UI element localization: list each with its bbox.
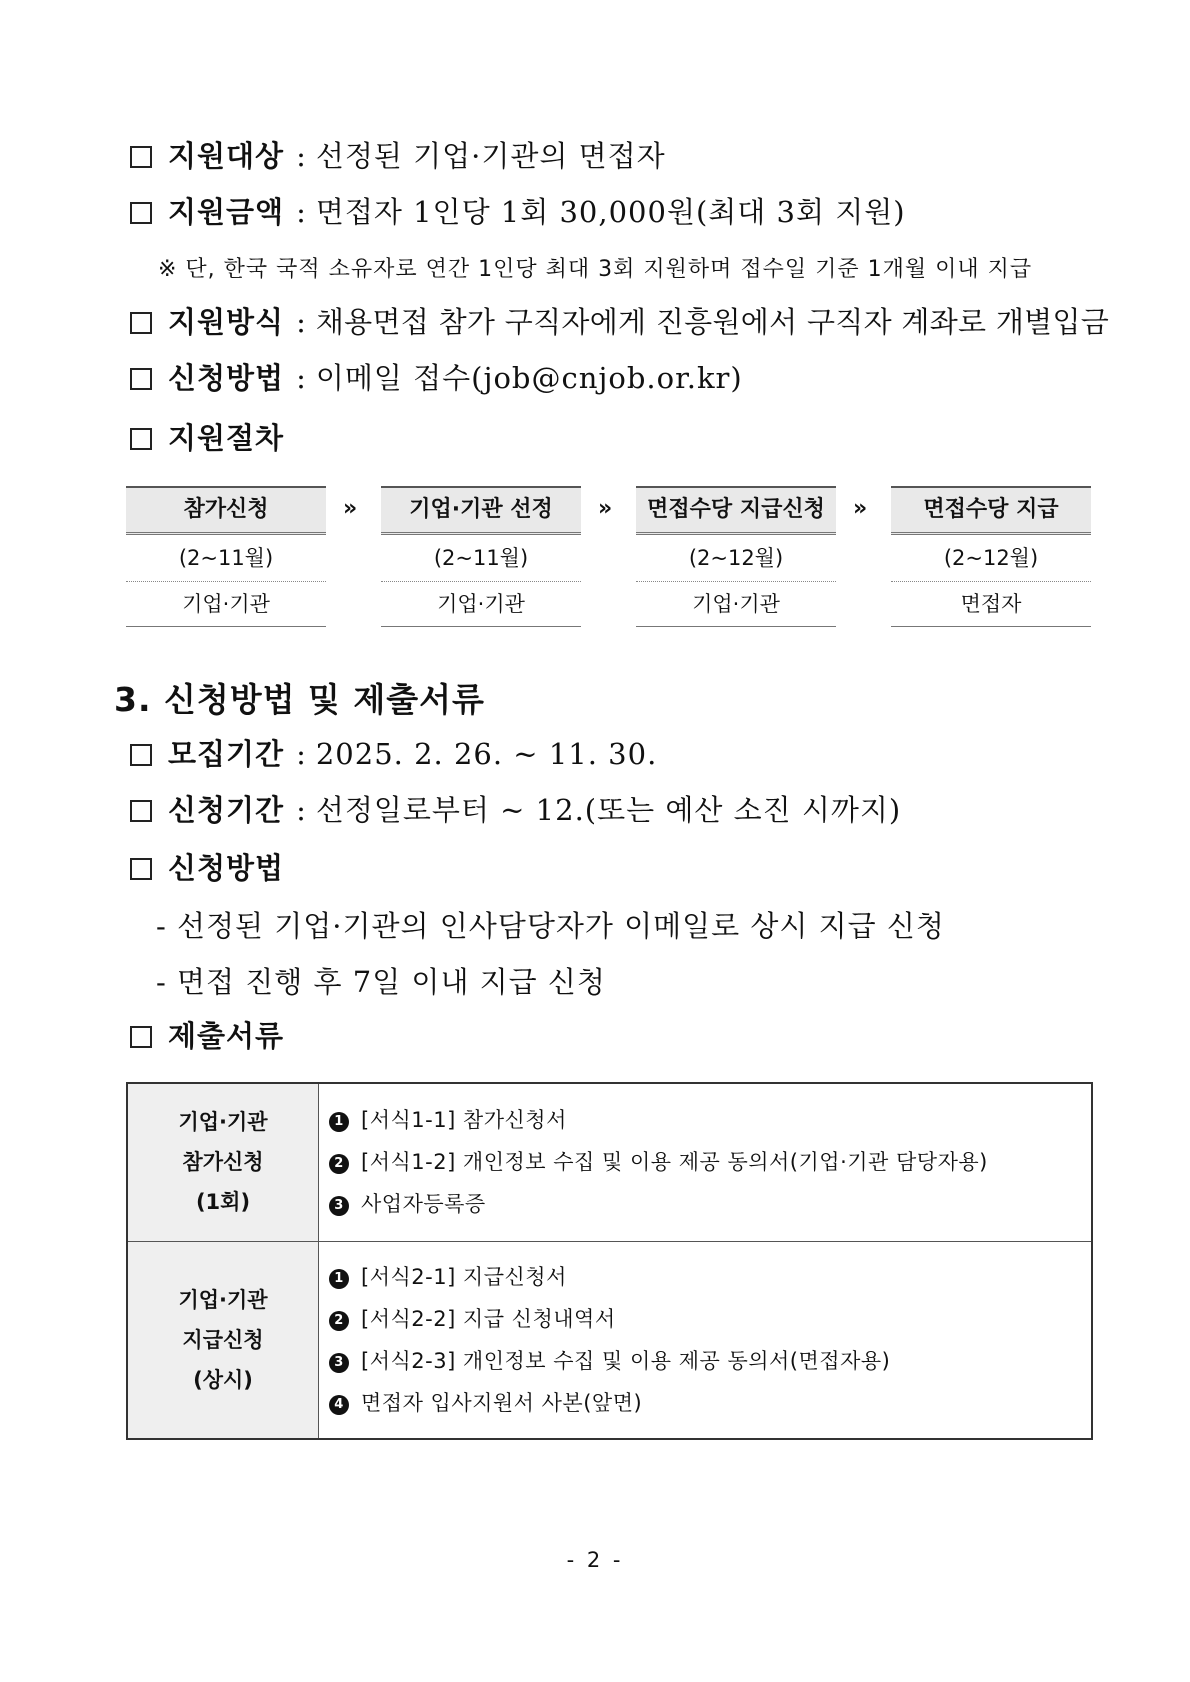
list-item: 4 면접자 입사지원서 사본(앞면) (329, 1382, 1081, 1424)
support-target-line: 지원대상 : 선정된 기업·기관의 면접자 (130, 136, 666, 176)
numbered-circle-icon: 1 (329, 1269, 349, 1289)
procedure-step-who: 면접자 (891, 582, 1091, 627)
apply-period-value: 선정일로부터 ~ 12.(또는 예산 소진 시까지) (315, 793, 902, 827)
support-method-line: 지원방식 : 채용면접 참가 구직자에게 진흥원에서 구직자 계좌로 개별입금 (130, 302, 1109, 342)
support-amount-line: 지원금액 : 면접자 1인당 1회 30,000원(최대 3회 지원) (130, 192, 906, 232)
table-items-cell (319, 1241, 1093, 1439)
list-item: 3 [서식2-3] 개인정보 수집 및 이용 제공 동의서(면접자용) (329, 1340, 1081, 1382)
support-target-label: 지원대상 (168, 139, 285, 173)
apply-method-item: - 면접 진행 후 7일 이내 지급 신청 (156, 965, 606, 999)
section3-apply-method-line (130, 848, 284, 888)
apply-period-label: 신청기간 (168, 793, 285, 827)
list-item: 3 사업자등록증 (329, 1183, 1081, 1225)
table-category-cell: 기업·기관 지급신청 (상시) (127, 1241, 319, 1439)
procedure-step (381, 486, 581, 627)
support-method-value: 채용면접 참가 구직자에게 진흥원에서 구직자 계좌로 개별입금 (315, 305, 1110, 339)
checkbox-square-icon (130, 744, 152, 766)
numbered-circle-icon: 3 (329, 1196, 349, 1216)
procedure-step-period: (2~11월) (126, 535, 326, 582)
procedure-line (130, 418, 284, 458)
documents-table (126, 1082, 1093, 1440)
checkbox-square-icon (130, 312, 152, 334)
table-category-cell: 기업·기관 참가신청 (1회) (127, 1083, 319, 1241)
checkbox-square-icon (130, 428, 152, 450)
support-target-value: 선정된 기업·기관의 면접자 (315, 139, 666, 173)
checkbox-square-icon (130, 800, 152, 822)
double-chevron-right-icon: » (853, 496, 868, 521)
docs-label: 제출서류 (168, 1019, 285, 1053)
procedure-step-who: 기업·기관 (381, 582, 581, 627)
numbered-circle-icon: 2 (329, 1311, 349, 1331)
checkbox-square-icon (130, 146, 152, 168)
procedure-step-who: 기업·기관 (126, 582, 326, 627)
section3-apply-method-label: 신청방법 (168, 851, 285, 885)
apply-method-value: 이메일 접수(job@cnjob.or.kr) (315, 361, 743, 395)
checkbox-square-icon (130, 1026, 152, 1048)
numbered-circle-icon: 1 (329, 1112, 349, 1132)
procedure-step (891, 486, 1091, 627)
table-items-cell (319, 1083, 1093, 1241)
support-method-label: 지원방식 (168, 305, 285, 339)
procedure-step-period: (2~12월) (636, 535, 836, 582)
procedure-step-title: 참가신청 (126, 486, 326, 535)
apply-method-item: - 선정된 기업·기관의 인사담당자가 이메일로 상시 지급 신청 (156, 909, 945, 943)
recruit-period-label: 모집기간 (168, 737, 285, 771)
procedure-step-title: 면접수당 지급 (891, 486, 1091, 535)
checkbox-square-icon (130, 858, 152, 880)
procedure-step (126, 486, 326, 627)
recruit-period-line: 모집기간 : 2025. 2. 26. ~ 11. 30. (130, 734, 657, 774)
double-chevron-right-icon: » (343, 496, 358, 521)
page-number: - 2 - (566, 1548, 624, 1572)
section-heading: 3. 신청방법 및 제출서류 (114, 680, 485, 719)
apply-method-label: 신청방법 (168, 361, 285, 395)
support-amount-label: 지원금액 (168, 195, 285, 229)
procedure-label: 지원절차 (168, 421, 285, 455)
numbered-circle-icon: 4 (329, 1395, 349, 1415)
apply-method-line: 신청방법 : 이메일 접수(job@cnjob.or.kr) (130, 358, 743, 398)
checkbox-square-icon (130, 368, 152, 390)
recruit-period-value: 2025. 2. 26. ~ 11. 30. (315, 737, 658, 771)
procedure-step-period: (2~11월) (381, 535, 581, 582)
procedure-step-title: 기업·기관 선정 (381, 486, 581, 535)
support-amount-value: 면접자 1인당 1회 30,000원(최대 3회 지원) (315, 195, 906, 229)
checkbox-square-icon (130, 202, 152, 224)
numbered-circle-icon: 2 (329, 1154, 349, 1174)
support-amount-note: ※ 단, 한국 국적 소유자로 연간 1인당 최대 3회 지원하며 접수일 기준 1개월 이내 지급 (158, 257, 1033, 282)
list-item: 2 [서식2-2] 지급 신청내역서 (329, 1298, 1081, 1340)
docs-line (130, 1016, 284, 1056)
procedure-step (636, 486, 836, 627)
list-item: 1 [서식1-1] 참가신청서 (329, 1099, 1081, 1141)
numbered-circle-icon: 3 (329, 1353, 349, 1373)
procedure-step-period: (2~12월) (891, 535, 1091, 582)
list-item: 1 [서식2-1] 지급신청서 (329, 1256, 1081, 1298)
table-row (127, 1083, 1092, 1241)
apply-period-line: 신청기간 : 선정일로부터 ~ 12.(또는 예산 소진 시까지) (130, 790, 901, 830)
list-item: 2 [서식1-2] 개인정보 수집 및 이용 제공 동의서(기업·기관 담당자용) (329, 1141, 1081, 1183)
procedure-step-who: 기업·기관 (636, 582, 836, 627)
procedure-step-title: 면접수당 지급신청 (636, 486, 836, 535)
table-row (127, 1241, 1092, 1439)
double-chevron-right-icon: » (598, 496, 613, 521)
